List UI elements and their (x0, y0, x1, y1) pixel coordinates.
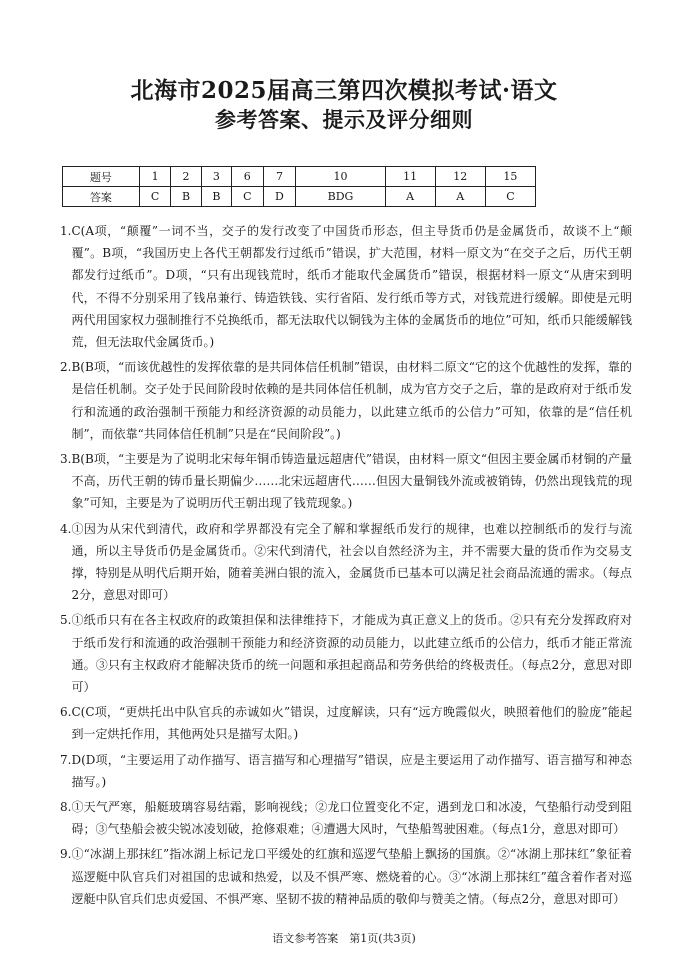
answer-cell: B (171, 187, 201, 207)
answer-cell: B (201, 187, 231, 207)
page-footer: 语文参考答案 第1页(共3页) (272, 932, 416, 945)
question-number: 12 (435, 167, 485, 187)
answer-table (62, 166, 536, 207)
item-text: C(C项，“更烘托出中队官兵的赤诚如火”错误，过度解读，只有“远方晚霞似火，映照着他们的脸庞”能起到一定烘托作用，其他两处只是描写太阳。) (71, 705, 632, 742)
item-text: D(D项，“主要运用了动作描写、语言描写和心理描写”错误，应是主要运用了动作描写、语言描写和神态描写。) (71, 752, 632, 789)
answer-cell: C (485, 187, 535, 207)
explanation-item (60, 220, 632, 353)
item-number: 6. (60, 705, 72, 720)
question-number: 3 (201, 167, 231, 187)
item-number: 1. (60, 224, 72, 238)
item-number: 2. (60, 360, 72, 375)
answer-cell: D (263, 187, 296, 207)
item-number: 8. (60, 800, 72, 815)
explanation-item (60, 609, 632, 698)
answer-cell: C (232, 187, 263, 207)
question-number: 7 (263, 167, 296, 187)
row-label: 答案 (63, 187, 140, 207)
item-text: B(B项，“而该优越性的发挥依靠的是共同体信任机制”错误，由材料二原文“它的这个优越性的发挥，靠的是信任机制。交子处于民间阶段时依赖的是共同体信任机制，成为官方交子之后，靠的是政府对于纸币发行和流通的政治强制干预能力和经济资源的动员能力，以此建立纸币的公信力”可知，依靠的是“信任机制”，而依靠“共同体信任机制”只是在“民间阶段”。) (71, 360, 632, 441)
explanation-item (60, 796, 632, 840)
item-number: 3. (60, 452, 72, 467)
question-number: 11 (385, 167, 435, 187)
item-text: B(B项，“主要是为了说明北宋每年铜币铸造量远超唐代”错误，由材料一原文“但因主要金属币材铜的产量不高，历代王朝的铸币量长期偏少……北宋远超唐代……但因大量铜钱外流或被销铸，仍然出现钱荒的现象”可知，主要是为了说明历代王朝出现了钱荒现象。) (71, 452, 632, 511)
item-number: 5. (60, 613, 72, 628)
item-number: 4. (60, 521, 72, 536)
answer-cell: C (139, 187, 170, 207)
row-label: 题号 (63, 167, 140, 187)
item-number: 9. (60, 847, 72, 862)
explanation-item (60, 843, 632, 910)
question-number: 1 (139, 167, 170, 187)
question-number: 2 (171, 167, 201, 187)
answer-cell: BDG (296, 187, 385, 207)
question-number: 10 (296, 167, 385, 187)
explanation-item (60, 448, 632, 515)
question-number-row (63, 167, 536, 187)
item-number: 7. (60, 752, 72, 767)
item-text: ①纸币只有在各主权政府的政策担保和法律维持下，才能成为真正意义上的货币。②只有充分发挥政府对于纸币发行和流通的政治强制干预能力和经济资源的动员能力，以此建立纸币的公信力，纸币才能正常流通。③只有主权政府才能解决货币的统一问题和承担起商品和劳务供给的终极责任。（每点2分，意思对即可） (71, 613, 632, 695)
explanation-item (60, 518, 632, 607)
answer-row (63, 187, 536, 207)
question-number: 6 (232, 167, 263, 187)
page-title: 北海市2025届高三第四次模拟考试·语文 (130, 77, 558, 104)
answer-cell: A (385, 187, 435, 207)
item-text: ①因为从宋代到清代，政府和学界都没有完全了解和掌握纸币发行的规律，也难以控制纸币的发行与流通，所以主导货币仍是金属货币。②宋代到清代，社会以自然经济为主，并不需要大量的货币作为交易支撑，特别是从明代后期开始，随着美洲白银的流入，金属货币已基本可以满足社会商品流通的需求。（每点2分，意思对即可） (71, 521, 632, 603)
question-number: 15 (485, 167, 535, 187)
explanation-item (60, 356, 632, 445)
answer-cell: A (435, 187, 485, 207)
answer-explanations (60, 220, 632, 913)
item-text: C(A项，“颠覆”一词不当，交子的发行改变了中国货币形态，但主导货币仍是金属货币，故谈不上“颠覆”。B项，“我国历史上各代王朝都发行过纸币”错误，扩大范围，材料一原文为“在交子之后，历代王朝都发行过纸币”。D项，“只有出现钱荒时，纸币才能取代金属货币”错误，根据材料一原文“从唐宋到明代，不得不分别采用了钱帛兼行、铸造铁钱、实行省陌、发行纸币等方式，对钱荒进行缓解。即使是元明两代用国家权力强制推行不兑换纸币，都无法取代以铜钱为主体的金属货币的地位”可知，纸币只能缓解钱荒，但无法取代金属货币。) (71, 224, 632, 350)
item-text: ①天气严寒，船艇玻璃容易结霜，影响视线；②龙口位置变化不定，遇到龙口和冰凌，气垫船行动受到阻碍；③气垫船会被尖锐冰凌划破，抢修艰难；④遭遇大风时，气垫船驾驶困难。（每点1分，意思对即可） (71, 800, 632, 837)
page-subtitle: 参考答案、提示及评分细则 (215, 107, 473, 132)
item-text: ①“冰湖上那抹红”指冰湖上标记龙口平缓处的红旗和巡逻气垫船上飘扬的国旗。②“冰湖上那抹红”象征着巡逻艇中队官兵们对祖国的忠诚和热爱，以及不惧严寒、燃烧着的心。③“冰湖上那抹红”蕴含着作者对巡逻艇中队官兵们忠贞爱国、不惧严寒、坚韧不拔的精神品质的敬仰与赞美之情。（每点2分，意思对即可） (71, 847, 632, 906)
explanation-item (60, 749, 632, 793)
explanation-item (60, 701, 632, 745)
